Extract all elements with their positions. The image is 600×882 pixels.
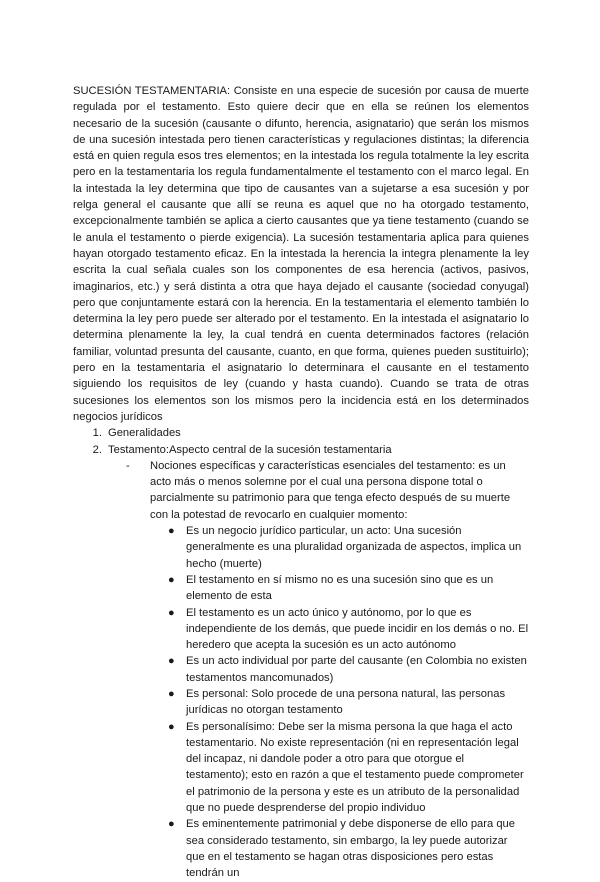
bullet-icon: ● <box>168 687 175 700</box>
characteristic-text: Es personal: Solo procede de una persona natural, las personas jurídicas no otorgan testamento <box>186 687 506 717</box>
nociones-item <box>108 458 529 882</box>
characteristic-text: Es eminentemente patrimonial y debe disponerse de ello para que sea considerado testamento, sin embargo, la ley puede autorizar que en el testamento se hagan otras disposiciones pero estas tendrán un <box>186 818 515 880</box>
characteristic-item <box>150 816 529 881</box>
characteristic-text: Es un acto individual por parte del causante (en Colombia no existen testamentos mancomunados) <box>186 655 527 684</box>
characteristic-text: El testamento es un acto único y autónomo, por lo que es independiente de los demás, que puede incidir en los demás o no. El heredero que acepta la sucesión es un acto autónomo <box>186 606 529 652</box>
dash-bullet-icon: - <box>126 459 130 472</box>
document-body <box>73 83 529 882</box>
main-list <box>73 425 529 881</box>
characteristic-item <box>150 605 529 654</box>
bullet-icon: ● <box>168 720 175 733</box>
characteristic-item <box>150 719 529 817</box>
characteristic-item <box>150 653 529 686</box>
characteristic-item <box>150 572 529 605</box>
list-number: 2. <box>92 443 102 456</box>
list-item-label: Generalidades <box>108 427 181 440</box>
intro-paragraph: SUCESIÓN TESTAMENTARIA: Consiste en una especie de sucesión por causa de muerte regulada por el testamento. Esto quiere decir que en ella se reúnen los elementos necesario de la sucesión (causante o difunto, herencia, asignatario) que serán los mismos de una sucesión intestada pero tienen características y regulaciones distintas; la diferencia está en quien regula esos tres elementos; en la intestada los regula totalmente la ley escrita pero en la testamentaria los regula fundamentalmente el testamento con el marco legal. En la intestada la ley determina que tipo de causantes van a sujetarse a esa sucesión y por relga general el causante que allí se reuna es aquel que no ha otorgado testamento, excepcionalmente también se aplica a cierto causantes que ya tiene testamento (cuando se le anula el testamento o pierde exigencia). La sucesión testamentaria aplica para quienes hayan otorgado testamento eficaz. En la intestada la herencia la integra plenamente la ley escrita la cual señala cuales son los componentes de esa herencia (activos, pasivos, imaginarios, etc.) y será distinta a otra que haya dejado el causante (sociedad conyugal) pero que conjuntamente estará con la herencia. En la testamentaria el elemento también lo determina la ley pero puede ser alterado por el testamento. En la intestada el asignatario lo determina plenamente la ley, la cual tendrá en cuenta determinados factores (relación familiar, voluntad presunta del causante, cuanto, en que forma, quienes pueden sustituirlo); pero en la testamentaria el asignatario lo determinara el causante en el testamento siguiendo los requisitos de ley (cuando y hasta cuando). Cuando se trata de otras sucesiones los elementos son los mismos pero la incidencia está en los determinados negocios jurídicos <box>73 85 529 423</box>
characteristics-list <box>150 523 529 882</box>
list-item-generalidades <box>73 425 529 441</box>
characteristic-item <box>150 686 529 719</box>
list-item-label: Testamento:Aspecto central de la sucesión testamentaria <box>108 443 392 456</box>
nociones-list <box>108 458 529 882</box>
characteristic-text: Es personalísimo: Debe ser la misma persona la que haga el acto testamentario. No existe representación (ni en representación legal del incapaz, ni dandole poder a otro para que otorgue el testamento); esto en razón a que el testamento puede comprometer el patrimonio de la persona y este es un atributo de la personalidad que no puede desprenderse del propio individuo <box>186 720 524 815</box>
characteristic-item <box>150 523 529 572</box>
bullet-icon: ● <box>168 525 175 538</box>
characteristic-text: Es un negocio jurídico particular, un acto: Una sucesión generalmente es una pluralidad organizada de aspectos, implica un hecho (muerte) <box>186 525 522 570</box>
list-item-testamento <box>73 442 529 882</box>
characteristic-text: El testamento en sí mismo no es una sucesión sino que es un elemento de esta <box>186 573 494 603</box>
bullet-icon: ● <box>168 606 175 619</box>
bullet-icon: ● <box>168 655 175 668</box>
nociones-text: Nociones específicas y características esenciales del testamento: es un acto más o menos solemne por el cual una persona dispone total o parcialmente su patrimonio para que tenga efecto después de su muerte con la potestad de revocarlo en cualquier momento: <box>150 459 511 521</box>
bullet-icon: ● <box>168 818 175 831</box>
bullet-icon: ● <box>168 573 175 586</box>
list-number: 1. <box>92 427 102 440</box>
